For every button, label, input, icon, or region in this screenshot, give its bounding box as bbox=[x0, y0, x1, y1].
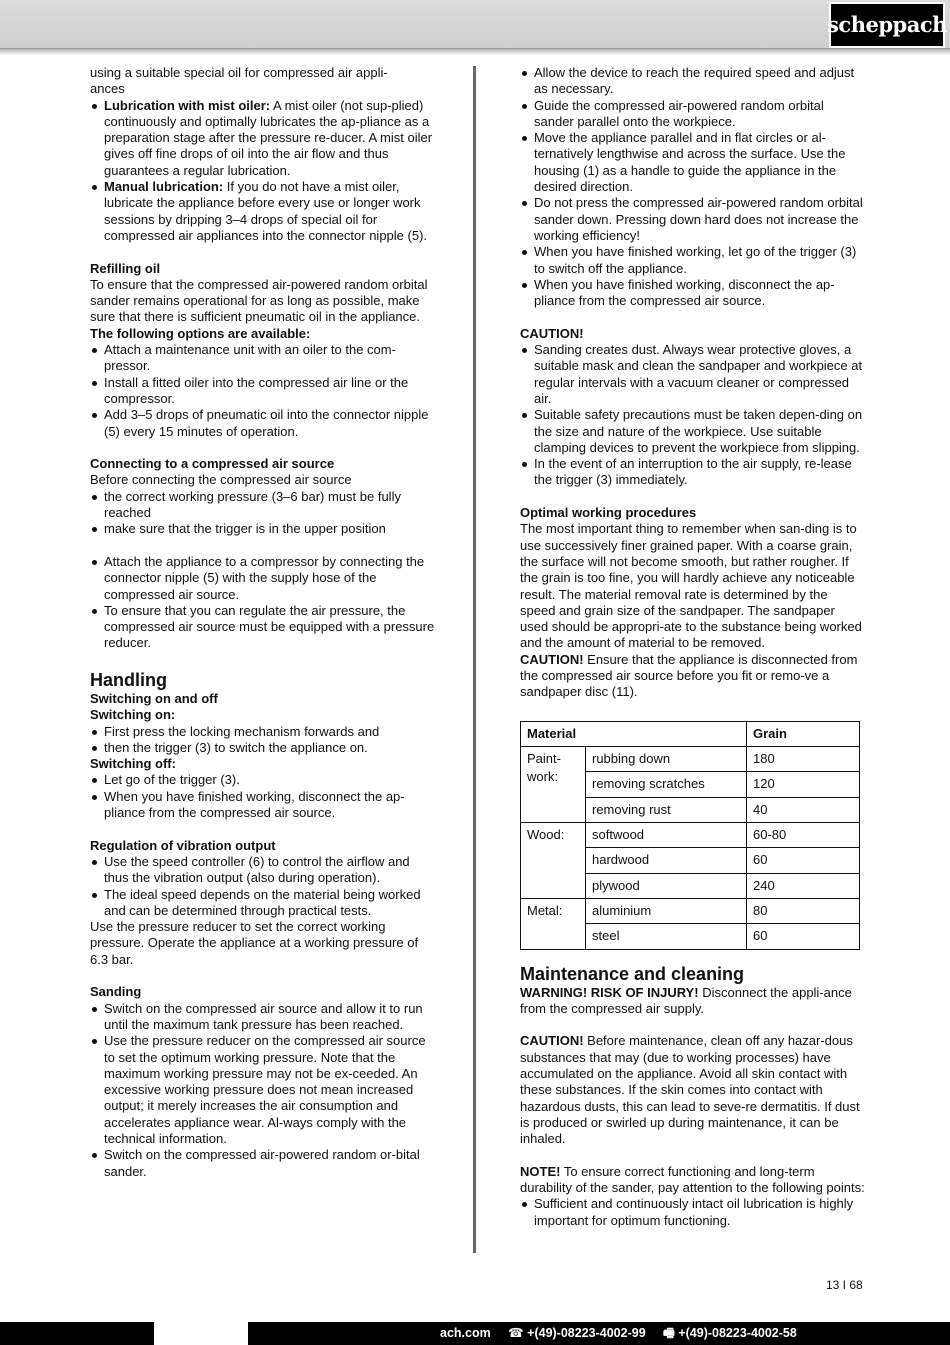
caution-label: CAUTION! bbox=[520, 651, 584, 667]
footer-fax: +(49)-08223-4002-58 bbox=[678, 1326, 797, 1340]
caution-heading: CAUTION! bbox=[520, 325, 584, 341]
use-cell: hardwood bbox=[586, 848, 747, 873]
list-item: Switch on the compressed air source and allow it to run until the maximum tank pressure has been reached. bbox=[90, 1001, 435, 1034]
scheppach-logo: scheppach bbox=[829, 2, 945, 48]
header-bar bbox=[0, 0, 950, 49]
grain-cell: 120 bbox=[747, 772, 860, 797]
list-item: First press the locking mechanism forwards and bbox=[90, 724, 435, 740]
list-item: Do not press the compressed air-powered random orbital sander down. Pressing down hard does not increase the working efficiency! bbox=[520, 195, 865, 244]
list-item: When you have finished working, disconnect the ap-pliance from the compressed air source. bbox=[520, 277, 865, 310]
maintenance-heading: Maintenance and cleaning bbox=[520, 963, 745, 984]
list-item: When you have finished working, disconnect the ap-pliance from the compressed air source. bbox=[90, 789, 435, 822]
footer-phone: +(49)-08223-4002-99 bbox=[527, 1326, 646, 1340]
list-item: Allow the device to reach the required speed and adjust as necessary. bbox=[520, 65, 865, 98]
phone-icon: ☎ bbox=[508, 1326, 524, 1340]
warning-text: Disconnect the appli-ance from the compressed air supply. bbox=[520, 984, 852, 1016]
list-item: Add 3–5 drops of pneumatic oil into the connector nipple (5) every 15 minutes of operation. bbox=[90, 407, 435, 440]
material-cell: Wood: bbox=[521, 823, 586, 899]
caution-text: Before maintenance, clean off any hazar-dous substances that may (due to working processes) have accumulated on the appliance. Avoid all skin contact with these substances. If the skin comes into contact with hazardous dusts, this can lead to seve-re dermatitis. If dust is produced or swirled up during maintenance, it can be inhaled. bbox=[520, 1033, 860, 1147]
list-item: Sanding creates dust. Always wear protective gloves, a suitable mask and clean the sandpaper and workpiece at regular intervals with a vacuum cleaner or compressed air. bbox=[520, 342, 865, 407]
paragraph: To ensure that the compressed air-powered random orbital sander remains operational for as long as possible, make sure that there is sufficient pneumatic oil in the appliance. bbox=[90, 276, 428, 325]
list-item: Use the speed controller (6) to control the airflow and thus the vibration output (also during operation). bbox=[90, 854, 435, 887]
header-material: Material bbox=[521, 721, 747, 746]
note-label: NOTE! bbox=[520, 1163, 561, 1179]
lube-label: Lubrication with mist oiler: bbox=[104, 97, 271, 113]
list-item: In the event of an interruption to the air supply, re-lease the trigger (3) immediately. bbox=[520, 456, 865, 489]
switch-off-list bbox=[90, 772, 435, 821]
footer-contact bbox=[440, 1325, 797, 1341]
warning-label: WARNING! RISK OF INJURY! bbox=[520, 984, 699, 1000]
grain-table bbox=[520, 721, 860, 950]
grain-cell: 60 bbox=[747, 924, 860, 949]
header-grain: Grain bbox=[747, 721, 860, 746]
fax-icon: 🖷 bbox=[663, 1326, 675, 1340]
paragraph bbox=[520, 652, 865, 701]
footer-gap bbox=[154, 1322, 248, 1345]
list-item bbox=[90, 98, 435, 179]
grain-cell: 40 bbox=[747, 797, 860, 822]
list-item: make sure that the trigger is in the upper position bbox=[90, 521, 435, 537]
subsection-heading: Switching on: bbox=[90, 707, 176, 723]
header-shadow bbox=[0, 49, 950, 55]
paragraph: The most important thing to remember when san-ding is to use successively finer grained paper. With a coarse grain, the surface will not become smooth, but rather rougher. If the grain is too fine, you will hardly achieve any noticeable result. The material removal rate is determined by the speed and grain size of the sandpaper. The sandpaper used should be appropri-ate to the substance being worked and the amount of material to be removed. bbox=[520, 521, 862, 651]
left-column bbox=[90, 65, 435, 1180]
use-cell: removing scratches bbox=[586, 772, 747, 797]
caution-text: Ensure that the appliance is disconnected from the compressed air source before you fit or remo-ve a sandpaper disc (11). bbox=[520, 651, 858, 700]
list-item: then the trigger (3) to switch the appliance on. bbox=[90, 740, 435, 756]
section-heading: The following options are available: bbox=[90, 325, 311, 341]
column-divider bbox=[473, 66, 476, 1253]
list-item: Let go of the trigger (3). bbox=[90, 772, 435, 788]
connect-list bbox=[90, 489, 435, 538]
subsection-heading: Switching off: bbox=[90, 756, 176, 772]
table-row bbox=[521, 747, 860, 772]
list-item: Use the pressure reducer on the compressed air source to set the optimum working pressure. Note that the maximum working pressure may not be ex-ceeded. An excessive working pressure does not mean increased output; it merely increases the air consumption and accelerates appliance wear. Al-ways comply with the technical information. bbox=[90, 1033, 435, 1147]
list-item: To ensure that you can regulate the air pressure, the compressed air source must be equipped with a pressure reducer. bbox=[90, 603, 435, 652]
list-item: When you have finished working, let go of the trigger (3) to switch off the appliance. bbox=[520, 244, 865, 277]
connect-steps-list bbox=[90, 554, 435, 652]
page-number: 13 I 68 bbox=[826, 1278, 863, 1292]
use-cell: removing rust bbox=[586, 797, 747, 822]
list-item: the correct working pressure (3–6 bar) must be fully reached bbox=[90, 489, 435, 522]
section-heading: Regulation of vibration output bbox=[90, 837, 276, 853]
list-item: Suitable safety precautions must be taken depen-ding on the size and nature of the workpiece. Use suitable clamping devices to prevent the workpiece from slipping. bbox=[520, 407, 865, 456]
paragraph bbox=[520, 1164, 865, 1197]
section-heading: Switching on and off bbox=[90, 690, 218, 706]
use-cell: rubbing down bbox=[586, 747, 747, 772]
list-item: Install a fitted oiler into the compressed air line or the compressor. bbox=[90, 375, 435, 408]
lubrication-list bbox=[90, 98, 435, 245]
table-row bbox=[521, 823, 860, 848]
grain-cell: 80 bbox=[747, 898, 860, 923]
lube-label: Manual lubrication: bbox=[104, 179, 224, 195]
use-cell: aluminium bbox=[586, 898, 747, 923]
note-text: To ensure correct functioning and long-term durability of the sander, pay attention to the following points: bbox=[520, 1163, 865, 1196]
options-list bbox=[90, 342, 435, 440]
vibration-list bbox=[90, 854, 435, 919]
section-heading: Connecting to a compressed air source bbox=[90, 456, 335, 472]
section-heading: Sanding bbox=[90, 984, 142, 1000]
section-heading: Optimal working procedures bbox=[520, 505, 697, 521]
lube-text: If you do not have a mist oiler, lubricate the appliance before every use or longer work sessions by dripping 3–4 drops of special oil for compressed air appliances into the connector nipple (5). bbox=[104, 179, 428, 243]
handling-heading: Handling bbox=[90, 669, 167, 690]
material-cell: Metal: bbox=[521, 898, 586, 949]
section-heading: Refilling oil bbox=[90, 260, 161, 276]
list-item: Attach the appliance to a compressor by connecting the connector nipple (5) with the supply hose of the compressed air source. bbox=[90, 554, 435, 603]
use-cell: plywood bbox=[586, 873, 747, 898]
paragraph: Before connecting the compressed air source bbox=[90, 472, 352, 488]
operation-list bbox=[520, 65, 865, 309]
caution-list bbox=[520, 342, 865, 489]
use-cell: softwood bbox=[586, 823, 747, 848]
list-item: Attach a maintenance unit with an oiler to the com-pressor. bbox=[90, 342, 435, 375]
right-column bbox=[520, 65, 865, 1229]
list-item: Guide the compressed air-powered random orbital sander parallel onto the workpiece. bbox=[520, 98, 865, 131]
intro-tail: using a suitable special oil for compressed air appli- ances bbox=[90, 65, 388, 97]
switch-on-list bbox=[90, 724, 435, 757]
list-item bbox=[90, 179, 435, 244]
footer-web[interactable]: ach.com bbox=[440, 1326, 491, 1340]
table-row bbox=[521, 898, 860, 923]
paragraph bbox=[520, 985, 865, 1018]
grain-cell: 180 bbox=[747, 747, 860, 772]
material-cell: Paint- work: bbox=[521, 747, 586, 823]
grain-cell: 60-80 bbox=[747, 823, 860, 848]
sanding-list bbox=[90, 1001, 435, 1180]
list-item: Switch on the compressed air-powered random or-bital sander. bbox=[90, 1147, 435, 1180]
paragraph: Use the pressure reducer to set the correct working pressure. Operate the appliance at a working pressure of 6.3 bar. bbox=[90, 919, 419, 967]
table-header-row bbox=[521, 721, 860, 746]
paragraph bbox=[520, 1033, 865, 1147]
lube-text: A mist oiler (not sup-plied) continuously and optimally lubricates the ap-pliance as a preparation stage after the pressure re-ducer. A mist oiler gives off fine drops of oil into the air flow and thus guarantees a regular lubrication. bbox=[104, 97, 433, 178]
grain-cell: 240 bbox=[747, 873, 860, 898]
list-item: Move the appliance parallel and in flat circles or al-ternatively lengthwise and across the surface. Use the housing (1) as a handle to guide the appliance in the desired direction. bbox=[520, 130, 865, 195]
caution-label: CAUTION! bbox=[520, 1033, 584, 1049]
use-cell: steel bbox=[586, 924, 747, 949]
list-item: Sufficient and continuously intact oil lubrication is highly important for optimum functioning. bbox=[520, 1196, 865, 1229]
grain-cell: 60 bbox=[747, 848, 860, 873]
note-list bbox=[520, 1196, 865, 1229]
list-item: The ideal speed depends on the material being worked and can be determined through practical tests. bbox=[90, 887, 435, 920]
